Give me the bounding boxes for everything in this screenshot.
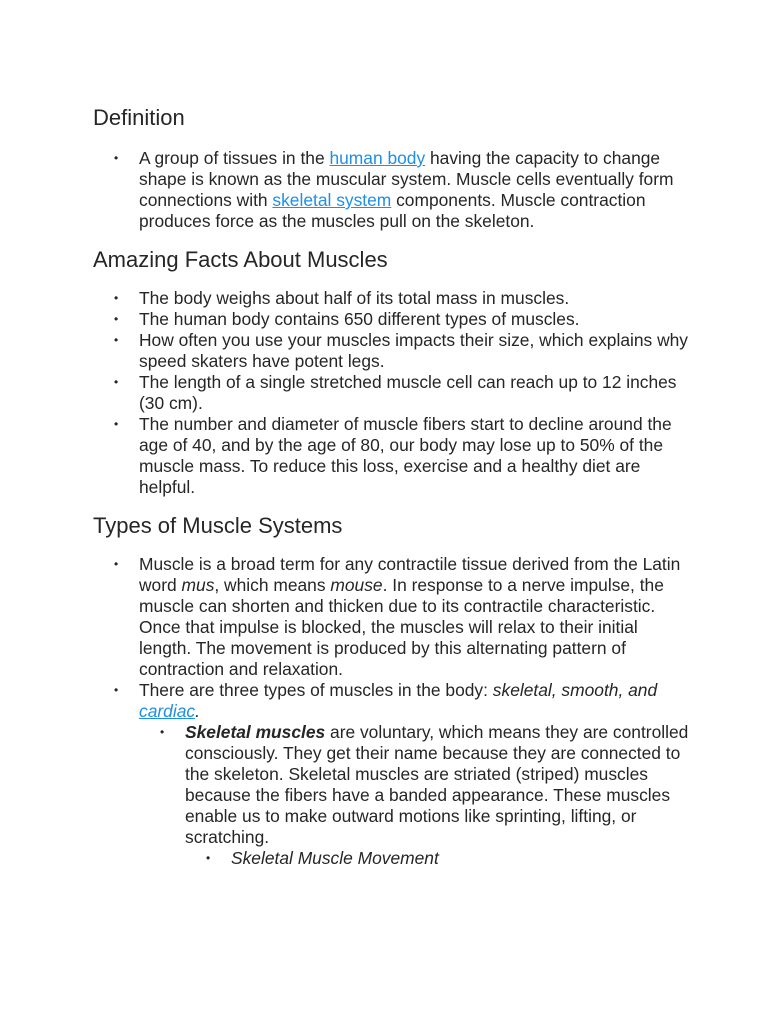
text: . In response to a nerve impulse, the muscle can shorten and thicken due to its contractile characteristic. Once that impulse is blocked, the muscles will relax to their initial length. The movement is produced by this alternating pattern of contraction and relaxation. [139, 575, 664, 679]
text: There are three types of muscles in the body: [139, 680, 493, 700]
text: Muscle is a broad term for any contractile tissue derived from the Latin word [139, 554, 681, 595]
text: A group of tissues in the [139, 148, 330, 168]
text: . [195, 701, 200, 721]
text: , which means [214, 575, 331, 595]
subheading: Skeletal Muscle Movement [231, 848, 439, 868]
section-heading-facts: Amazing Facts About Muscles [93, 247, 388, 272]
types-list [93, 554, 693, 869]
sub-sub-list [185, 848, 693, 869]
list-item: • How often you use your muscles impacts their size, which explains why speed skaters have potent legs. [93, 330, 693, 372]
text: components. Muscle contraction produces force as the muscles pull on the skeleton. [139, 190, 646, 231]
latin-word: mus [181, 575, 215, 595]
facts-list [93, 288, 693, 498]
list-item [93, 680, 693, 869]
section-heading-definition: Definition [93, 105, 185, 130]
text: are voluntary, which means they are controlled consciously. They get their name because they are connected to the skeleton. Skeletal muscles are striated (striped) muscles because the fibers have a banded appearance. These muscles enable us to make outward motions like sprinting, lifting, or scratching. [185, 722, 689, 847]
list-item [93, 554, 693, 680]
term: Skeletal muscles [185, 722, 326, 742]
muscle-types: skeletal, smooth, and [492, 680, 658, 700]
list-item: • The length of a single stretched muscle cell can reach up to 12 inches (30 cm). [93, 372, 693, 414]
document-page [93, 104, 693, 869]
sub-list [139, 722, 693, 869]
list-item [93, 148, 693, 232]
translation-word: mouse [330, 575, 383, 595]
list-item: • The body weighs about half of its total mass in muscles. [93, 288, 693, 309]
cardiac-link[interactable]: cardiac [139, 701, 196, 721]
section-heading-types: Types of Muscle Systems [93, 513, 343, 538]
skeletal-system-link[interactable]: skeletal system [272, 190, 392, 210]
list-item [139, 722, 693, 869]
text: having the capacity to change shape is known as the muscular system. Muscle cells eventually form connections with [139, 148, 674, 210]
definition-list [93, 148, 693, 232]
list-item: • The number and diameter of muscle fibers start to decline around the age of 40, and by the age of 80, our body may lose up to 50% of the muscle mass. To reduce this loss, exercise and a healthy diet are helpful. [93, 414, 693, 498]
human-body-link[interactable]: human body [329, 148, 426, 168]
list-item: • The human body contains 650 different types of muscles. [93, 309, 693, 330]
list-item [185, 848, 693, 869]
